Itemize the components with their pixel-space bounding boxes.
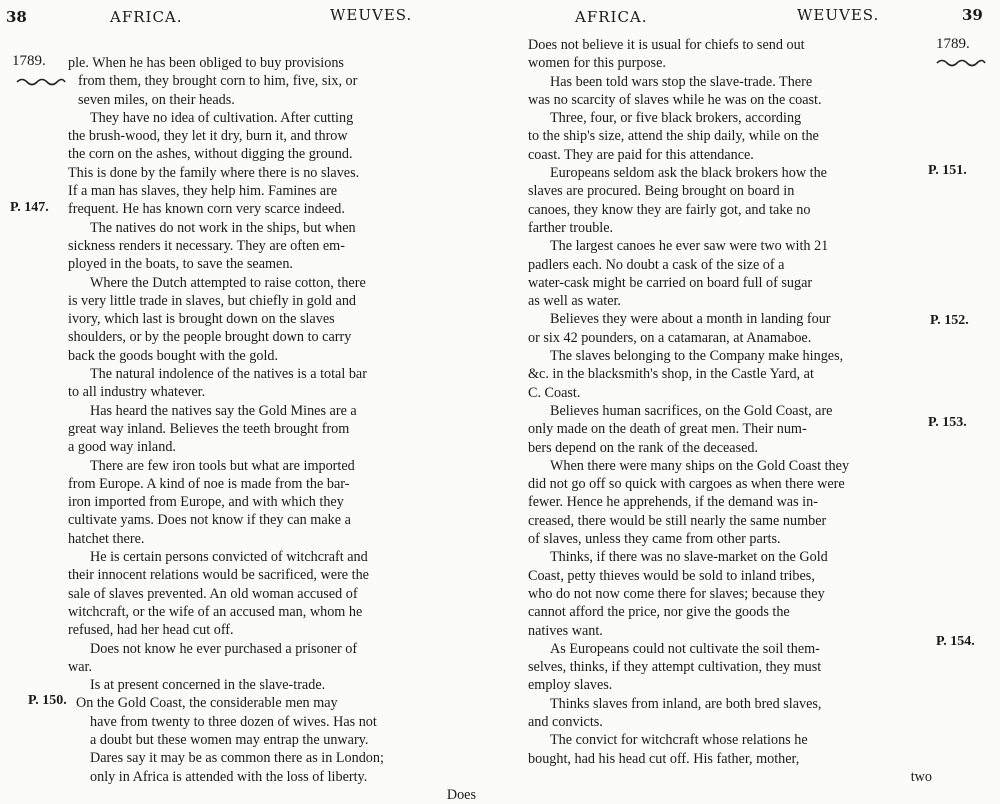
page-number: 38: [6, 8, 27, 26]
left-text-column: [68, 54, 476, 804]
margin-note: P. 152.: [930, 313, 969, 328]
text-line: shoulders, or by the people brought down to carry: [68, 329, 352, 346]
squiggle-mark: [16, 77, 66, 87]
text-line: Thinks slaves from inland, are both bred slaves,: [550, 695, 822, 712]
text-line: women for this purpose.: [528, 55, 666, 72]
right-text-column: [528, 36, 932, 786]
text-line: seven miles, on their heads.: [78, 91, 235, 108]
margin-note: P. 150.: [28, 693, 67, 708]
text-line: or six 42 pounders, on a catamaran, at Anamaboe.: [528, 329, 812, 346]
text-line: slaves are procured. Being brought on board in: [528, 183, 795, 200]
text-line: On the Gold Coast, the considerable men may: [76, 695, 338, 712]
margin-note: P. 153.: [928, 415, 967, 430]
text-line: is very little trade in slaves, but chiefly in gold and: [68, 292, 357, 309]
text-line: Does not know he ever purchased a prisoner of: [90, 640, 358, 657]
text-line: selves, thinks, if they attempt cultivation, they must: [528, 659, 822, 676]
text-line: &c. in the blacksmith's shop, in the Castle Yard, at: [528, 366, 814, 383]
year-marker: 1789.: [12, 53, 46, 69]
text-line: bers depend on the rank of the deceased.: [528, 439, 759, 456]
text-line: sickness renders it necessary. They are often em-: [68, 237, 345, 254]
text-line: great way inland. Believes the teeth brought from: [68, 420, 350, 437]
text-line: creased, there would be still nearly the same number: [528, 512, 827, 529]
text-line: as well as water.: [528, 293, 621, 310]
text-line: Thinks, if there was no slave-market on the Gold: [550, 549, 828, 566]
text-line: The largest canoes he ever saw were two with 21: [550, 238, 829, 255]
squiggle-mark: [936, 58, 986, 68]
text-line: cultivate yams. Does not know if they can make a: [68, 512, 351, 529]
text-line: The slaves belonging to the Company make hinges,: [550, 348, 844, 365]
text-line: who do not now come there for slaves; because they: [528, 585, 825, 602]
text-line: C. Coast.: [528, 384, 581, 401]
text-line: Where the Dutch attempted to raise cotton, there: [90, 274, 366, 291]
text-line: bought, had his head cut off. His father, mother,: [528, 750, 800, 767]
text-line: canoes, they know they are fairly got, and take no: [528, 201, 811, 218]
text-line: Is at present concerned in the slave-trade.: [90, 677, 326, 694]
text-line: their innocent relations would be sacrificed, were the: [68, 567, 369, 584]
text-line: iron imported from Europe, and with which they: [68, 494, 344, 511]
text-line: employ slaves.: [528, 677, 613, 694]
text-line: was no scarcity of slaves while he was on the coast.: [528, 91, 822, 108]
text-line: They have no idea of cultivation. After cutting: [90, 109, 354, 126]
text-line: Believes they were about a month in landing four: [550, 311, 831, 328]
text-line: did not go off so quick with cargoes as when there were: [528, 476, 845, 493]
text-line: Has been told wars stop the slave-trade. There: [550, 73, 813, 90]
text-line: coast. They are paid for this attendance.: [528, 146, 754, 163]
text-line: padlers each. No doubt a cask of the size of a: [528, 256, 785, 273]
text-line: sale of slaves prevented. An old woman accused of: [68, 585, 358, 602]
text-line: When there were many ships on the Gold Coast they: [550, 457, 850, 474]
text-line: cannot afford the price, nor give the goods the: [528, 604, 790, 621]
page-number: 39: [962, 6, 983, 24]
text-line: water-cask might be carried on board full of sugar: [528, 274, 813, 291]
running-head-right: WEUVES.: [330, 6, 413, 24]
text-line: He is certain persons convicted of witchcraft and: [90, 549, 368, 566]
year-marker: 1789.: [936, 36, 970, 52]
text-line: refused, had her head cut off.: [68, 622, 234, 639]
text-line: the corn on the ashes, without digging the ground.: [68, 146, 353, 163]
text-line: Coast, petty thieves would be sold to inland tribes,: [528, 567, 815, 584]
margin-note: P. 154.: [936, 634, 975, 649]
text-line: As Europeans could not cultivate the soil them-: [550, 640, 820, 657]
text-line: ployed in the boats, to save the seamen.: [68, 256, 293, 273]
text-line: the brush-wood, they let it dry, burn it, and throw: [68, 128, 348, 145]
text-line: farther trouble.: [528, 219, 614, 236]
text-line: of slaves, unless they came from other parts.: [528, 531, 781, 548]
text-line: only in Africa is attended with the loss of liberty.: [90, 768, 368, 785]
text-line: ple. When he has been obliged to buy provisions: [68, 55, 344, 71]
text-line: The natives do not work in the ships, but when: [90, 219, 356, 236]
margin-note: P. 151.: [928, 163, 967, 178]
catchword: Does: [446, 786, 476, 803]
text-line: Europeans seldom ask the black brokers how the: [550, 165, 827, 182]
text-line: to all industry whatever.: [68, 384, 206, 401]
text-line: Does not believe it is usual for chiefs to send out: [528, 37, 805, 53]
running-head-left: AFRICA.: [575, 8, 648, 26]
text-line: only made on the death of great men. Their num-: [528, 421, 807, 438]
text-line: Three, four, or five black brokers, according: [550, 110, 802, 127]
text-line: This is done by the family where there is no slaves.: [68, 164, 360, 181]
text-line: from Europe. A kind of noe is made from the bar-: [68, 475, 350, 492]
text-line: a good way inland.: [68, 439, 176, 456]
text-line: and convicts.: [528, 713, 603, 730]
text-line: The natural indolence of the natives is a total bar: [90, 366, 367, 383]
text-line: ivory, which last is brought down on the slaves: [68, 311, 335, 328]
text-line: There are few iron tools but what are imported: [90, 457, 355, 474]
text-line: frequent. He has known corn very scarce indeed.: [68, 201, 345, 218]
catchword: two: [910, 768, 932, 785]
text-line: back the goods bought with the gold.: [68, 347, 279, 364]
margin-note: P. 147.: [10, 200, 49, 215]
text-line: natives want.: [528, 622, 603, 639]
text-line: Believes human sacrifices, on the Gold Coast, are: [550, 402, 833, 419]
text-line: a doubt but these women may entrap the unwary.: [90, 731, 369, 748]
right-page: [500, 0, 1000, 798]
text-line: to the ship's size, attend the ship daily, while on the: [528, 128, 819, 145]
text-line: The convict for witchcraft whose relations he: [550, 732, 808, 749]
running-head-left: AFRICA.: [110, 8, 183, 26]
running-head-right: WEUVES.: [797, 6, 880, 24]
text-line: hatchet there.: [68, 530, 145, 547]
text-line: fewer. Hence he apprehends, if the demand was in-: [528, 494, 818, 511]
text-line: witchcraft, or the wife of an accused man, whom he: [68, 603, 363, 620]
text-line: from them, they brought corn to him, five, six, or: [78, 73, 358, 90]
left-page: [0, 0, 500, 803]
text-line: Dares say it may be as common there as in London;: [90, 750, 384, 767]
text-line: If a man has slaves, they help him. Famines are: [68, 183, 338, 200]
text-line: Has heard the natives say the Gold Mines are a: [90, 402, 357, 419]
text-line: war.: [68, 658, 93, 675]
text-line: have from twenty to three dozen of wives. Has not: [90, 713, 377, 730]
